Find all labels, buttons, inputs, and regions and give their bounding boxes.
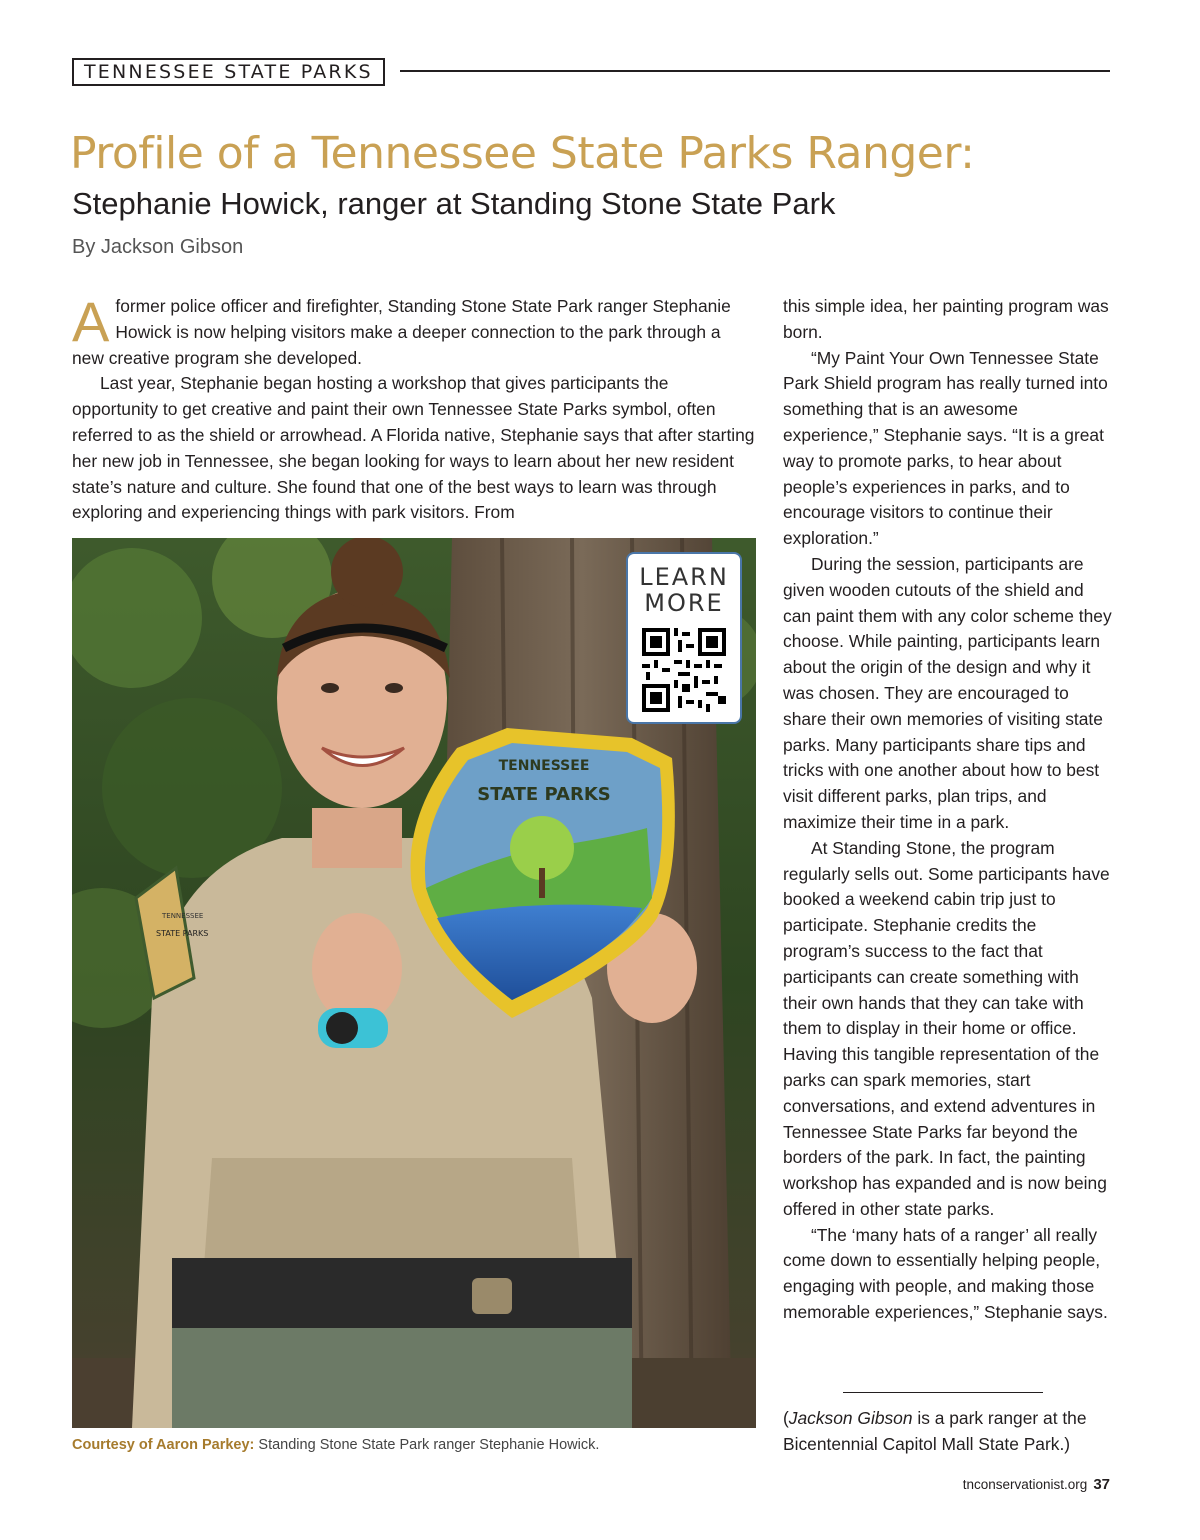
- end-rule: [843, 1392, 1043, 1393]
- shield-main-text: STATE PARKS: [477, 784, 611, 805]
- shield-top-text: TENNESSEE: [498, 758, 590, 774]
- section-tag: TENNESSEE STATE PARKS: [72, 58, 385, 86]
- bio-text: is a park ranger at the Bicentennial Capitol Mall State Park.): [783, 1408, 1087, 1454]
- author-bio: [783, 1406, 1113, 1458]
- qr-code-icon[interactable]: [642, 628, 726, 712]
- right-column-text: [783, 294, 1113, 1326]
- bio-name: Jackson Gibson: [788, 1408, 913, 1428]
- bio-open-paren: (: [783, 1408, 789, 1428]
- byline: By Jackson Gibson: [72, 236, 244, 258]
- section-rule: [400, 70, 1110, 72]
- paragraph-1: [72, 290, 756, 371]
- caption-credit: Courtesy of Aaron Parkey:: [72, 1437, 255, 1453]
- patch-main-text: STATE PARKS: [156, 929, 209, 938]
- learn-more-box[interactable]: [626, 552, 742, 724]
- ranger-photo: [72, 538, 756, 1428]
- website-url[interactable]: tnconservationist.org: [962, 1477, 1088, 1492]
- article-subtitle: Stephanie Howick, ranger at Standing Stone State Park: [72, 186, 836, 221]
- photo-caption: [72, 1437, 599, 1453]
- article-title: Profile of a Tennessee State Parks Ranger:: [70, 128, 975, 179]
- paragraph-3: “My Paint Your Own Tennessee State Park Shield program has really turned into something that is an awesome experience,” Stephanie says. “It is a great way to promote parks, to hear about people’s experiences in parks, and to encourage visitors to continue their exploration.”: [783, 347, 1108, 549]
- paragraph-6: “The ‘many hats of a ranger’ all really come down to essentially helping people, engaging with people, and making those memorable experiences,” Stephanie says.: [783, 1224, 1108, 1323]
- learn-more-label: [628, 564, 740, 616]
- left-column-text: [72, 290, 756, 526]
- caption-text: Standing Stone State Park ranger Stephanie Howick.: [254, 1437, 600, 1453]
- paragraph-4: During the session, participants are given wooden cutouts of the shield and can paint them with any color scheme they choose. While painting, participants learn about the origin of the design and why it was chosen. They are encouraged to share their own memories of visiting state parks. Many participants share tips and tricks with one another about how to best visit different parks, plan trips, and maximize their time in a park.: [783, 553, 1112, 832]
- drop-cap: A: [72, 290, 110, 353]
- page-footer: [963, 1476, 1110, 1493]
- paragraph-2: Last year, Stephanie began hosting a workshop that gives participants the opportunity to get creative and paint their own Tennessee State Parks symbol, often referred to as the shield or arrowhead. A Florida native, Stephanie says that after starting her new job in Tennessee, she began looking for ways to learn about her new resident state’s nature and culture. She found that one of the best ways to learn was through exploring and experiencing things with park visitors. From: [72, 373, 755, 523]
- paragraph-2-continued: this simple idea, her painting program was born.: [783, 296, 1109, 342]
- learn-label-line-2: MORE: [644, 589, 724, 617]
- learn-label-line-1: LEARN: [639, 563, 729, 591]
- patch-top-text: TENNESSEE: [162, 912, 204, 920]
- page-number: 37: [1093, 1476, 1110, 1493]
- paragraph-5: At Standing Stone, the program regularly sells out. Some participants have booked a weekend cabin trip just to participate. Stephanie credits the program’s success to the fact that participants can create something with their own hands that they can take with them to display in their home or office. Having this tangible representation of the parks can spark memories, start conversations, and extend adventures in Tennessee State Parks far beyond the borders of the park. In fact, the painting workshop has expanded and is now being offered in other state parks.: [783, 837, 1110, 1219]
- paragraph-1-text: former police officer and firefighter, Standing Stone State Park ranger Stephanie Howick is now helping visitors make a deeper connection to the park through a new creative program she developed.: [72, 296, 731, 368]
